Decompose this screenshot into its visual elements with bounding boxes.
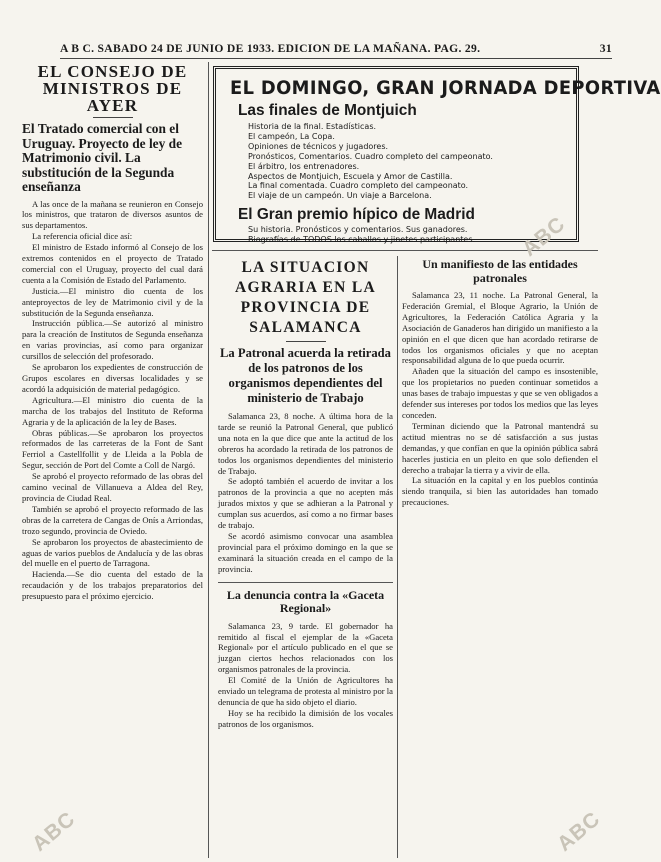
- article-subtitle-gaceta: La denuncia contra la «Gaceta Regional»: [226, 587, 385, 616]
- paragraph: La situación en la capital y en los pueblos continúa siendo tranquila, si bien las autoridades han tomado precauciones.: [402, 475, 598, 508]
- ad-list-item: Pronósticos, Comentarios. Cuadro completo del campeonato.: [248, 151, 493, 161]
- paragraph: Hacienda.—Se dio cuenta del estado de la recaudación y de los trabajos preparatorios del presupuesto para el próximo ejercicio.: [22, 569, 203, 602]
- paragraph: Se aprobó el proyecto reformado de las obras del camino vecinal de Villanueva a Aldea del Rey, provincia de Ciudad Real.: [22, 471, 203, 503]
- paragraph: Salamanca 23, 8 noche. A última hora de la tarde se reunió la Patronal General, que publicó una nota en la que dice que ante la actitud de los obreros ha acordado la retirada de los patronos de todos los organismos dependientes del ministerio de Trabajo.: [218, 411, 393, 476]
- paragraph: Se adoptó también el acuerdo de invitar a los patronos de la provincia a que no acepten más jurados mixtos y que se adhieran a la Patronal y cumplan sus acuerdos, así como a no firmar bases de trabajo.: [218, 476, 393, 531]
- article-subtitle-consejo: El Tratado comercial con el Uruguay. Proyecto de ley de Matrimonio civil. La substitución de la Segunda enseñanza: [22, 121, 183, 194]
- paragraph: A las once de la mañana se reunieron en Consejo los ministros, que trataron de diversos asuntos de sus departamentos.: [22, 198, 203, 231]
- ad-list-item: Opiniones de técnicos y jugadores.: [248, 141, 389, 151]
- ad-list-item: Aspectos de Montjuich, Escuela y Amor de Castilla.: [248, 171, 453, 181]
- article-body-gaceta: [218, 621, 393, 730]
- ad-list-montjuich: [248, 122, 576, 201]
- ad-list-item: Historia de la final. Estadísticas.: [248, 122, 377, 131]
- paragraph: También se aprobó el proyecto reformado de las obras de la carretera de Cangas de Onís a Arriondas, trozo segundo, provincia de Oviedo.: [22, 503, 203, 536]
- watermark: ABC: [552, 807, 605, 857]
- article-subtitle-salamanca: La Patronal acuerda la retirada de los patronos de los organismos dependientes del ministerio de Trabajo: [220, 346, 391, 405]
- ad-list-item: Su historia. Pronósticos y comentarios. Sus ganadores.: [248, 225, 468, 235]
- column-rule: [397, 256, 398, 858]
- page-number: 31: [599, 42, 612, 55]
- column-rule: [208, 62, 209, 858]
- ad-list-item: La final comentada. Cuadro completo del campeonato.: [248, 181, 469, 191]
- paragraph: Agricultura.—El ministro dio cuenta de la marcha de los trabajos del Instituto de Reforma Agraria y de la aplicación de la ley de Bases.: [22, 394, 203, 427]
- paragraph: Terminan diciendo que la Patronal mantendrá su actitud mientras no se dé satisfacción a sus justas demandas, y que confían en que la opinión pública sabrá hacerles justicia en un pleito en que solo defienden el derecho a trabajar la tierra y a vivir de ella.: [402, 420, 598, 475]
- paragraph: Obras públicas.—Se aprobaron los proyectos reformados de las carreteras de la Font de Sant Ferriol a Castellfollit y de Lleida a la Pobla de Segur, sección de Port del Comte a Coll de Nargó.: [22, 427, 203, 471]
- paragraph: La referencia oficial dice así:: [32, 231, 133, 242]
- sports-advertisement: [213, 66, 661, 245]
- column-salamanca: [218, 258, 393, 855]
- ad-list-item: El viaje de un campeón. Un viaje a Barcelona.: [248, 191, 432, 201]
- article-body-manifiesto: [402, 290, 598, 508]
- ad-subtitle-madrid: El Gran premio hípico de Madrid: [238, 206, 475, 224]
- paragraph: El ministro de Estado informó al Consejo de los extremos contenidos en el proyecto de Tratado comercial con el Uruguay, proyecto del cual dará cuenta a la Comisión de Estado del Parlamento.: [22, 242, 203, 285]
- ad-list-item: Biografías de TODOS los caballos y jinetes participantes.: [248, 235, 476, 245]
- paragraph: Se aprobaron los proyectos de abastecimiento de aguas de varios pueblos de Andalucía y de las obras del muelle en el puerto de Tarragona.: [22, 536, 203, 569]
- paragraph: El Comité de la Unión de Agricultores ha enviado un telegrama de protesta al ministro por la denuncia de que ha sido objeto el diario.: [218, 675, 393, 707]
- page-header: [60, 42, 612, 59]
- paragraph: Justicia.—El ministro dio cuenta de los anteproyectos de ley de Matrimonio civil y de la substitución de la Segunda enseñanza.: [22, 285, 203, 318]
- header-line: A B C. SABADO 24 DE JUNIO DE 1933. EDICION DE LA MAÑANA. PAG. 29.: [60, 42, 481, 55]
- paragraph: Salamanca 23, 11 noche. La Patronal General, la Federación Gremial, el Bloque Agrario, la Unión de Agricultores, la Federación Católica Agraria y la Asociación de Ganaderos han dirigido un manifiesto a la opinión en el que dicen que han acordado retirarse de todos los organismos oficiales y que no aceptan responsabilidad alguna de lo que pueda ocurrir.: [402, 290, 598, 366]
- paragraph: Añaden que la situación del campo es insostenible, que los propietarios no pueden continuar sometidos a unas bases de trabajo impuestas y que se ven obligados a defender sus intereses por todos los medios que las leyes conceden.: [402, 366, 598, 420]
- paragraph: Se aprobaron los expedientes de construcción de Grupos escolares en diversas localidades y se acordó la adquisición de material pedagógico.: [22, 362, 203, 394]
- article-body-salamanca: [218, 411, 393, 575]
- ad-title: EL DOMINGO, GRAN JORNADA DEPORTIVA: [230, 77, 661, 99]
- watermark: ABC: [27, 807, 80, 857]
- column-consejo: [22, 63, 203, 855]
- article-title-salamanca: LA SITUACION AGRARIA EN LA PROVINCIA DE SALAMANCA: [235, 259, 376, 336]
- column-manifiesto: [402, 258, 598, 855]
- title-rule: [286, 341, 326, 342]
- ad-list-item: El árbitro, los entrenadores.: [248, 161, 360, 171]
- ad-subtitle-montjuich: Las finales de Montjuich: [238, 102, 417, 119]
- article-title-consejo: EL CONSEJO DE MINISTROS DE AYER: [37, 62, 188, 115]
- article-title-manifiesto: Un manifiesto de las entidades patronales: [422, 257, 578, 285]
- paragraph: Se acordó asimismo convocar una asamblea provincial para el próximo domingo en la que se examinará la situación creada en el campo de la provincia.: [218, 530, 393, 574]
- watermark: ABC: [517, 212, 570, 262]
- paragraph: Salamanca 23, 9 tarde. El gobernador ha remitido al fiscal el ejemplar de la «Gaceta Regional» por el artículo publicado en el que se juzgan ciertos hechos relacionados con los organismos patronales de la provincia.: [218, 620, 393, 675]
- paragraph: Instrucción pública.—Se autorizó al ministro para la creación de Institutos de Segunda enseñanza en varias provincias, así como para organizar cursillos de selección del profesorado.: [22, 318, 203, 362]
- article-body-consejo: [22, 199, 203, 603]
- title-rule: [93, 117, 133, 118]
- ad-list-item: El campeón, La Copa.: [248, 131, 335, 141]
- section-rule: [218, 582, 393, 583]
- paragraph: Hoy se ha recibido la dimisión de los vocales patronos de los organismos.: [218, 707, 393, 729]
